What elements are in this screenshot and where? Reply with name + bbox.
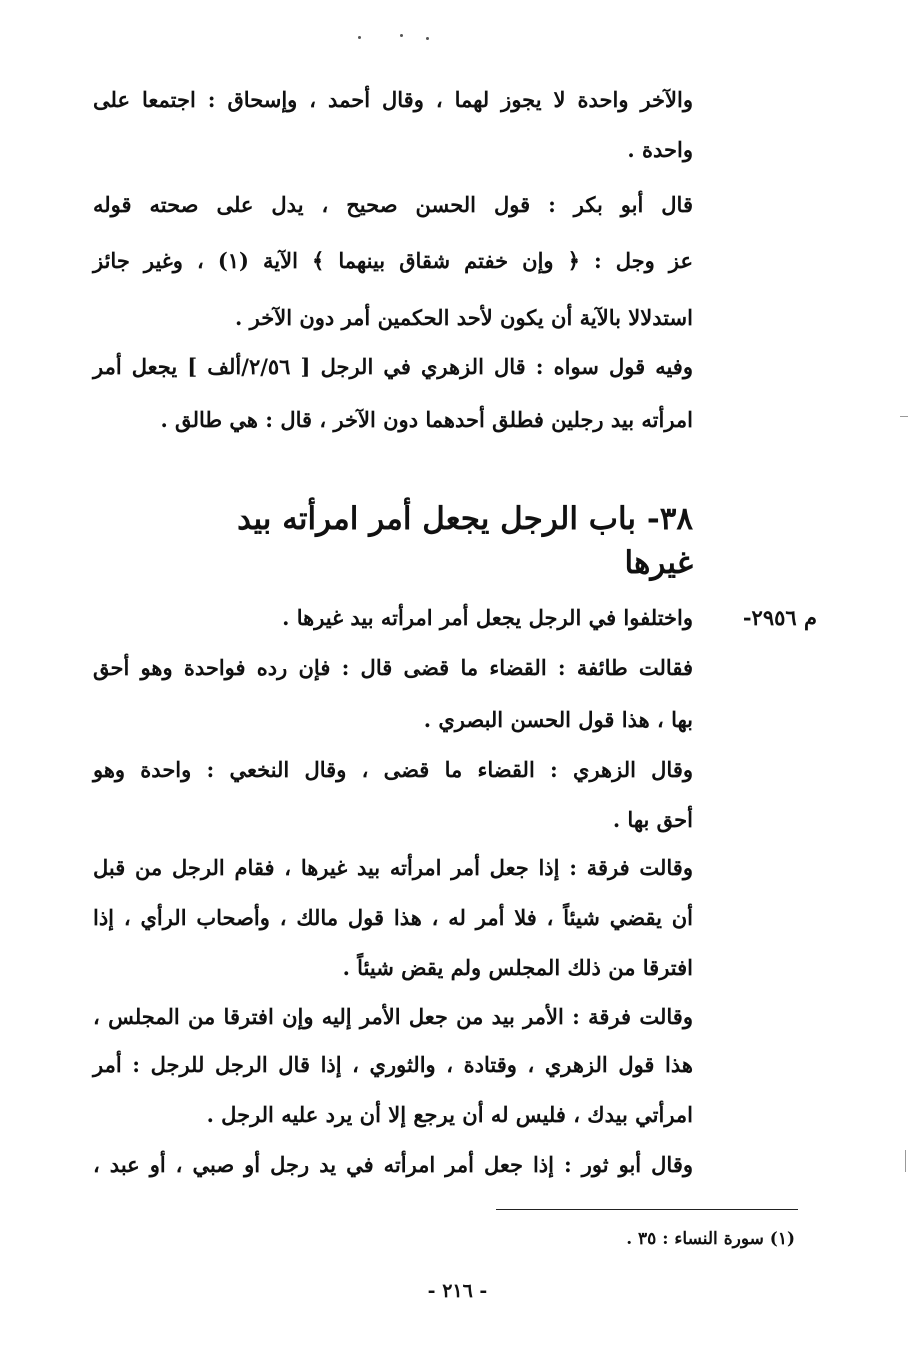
page-number: - ٢١٦ - [427, 1280, 488, 1302]
text-line: عز وجل : ﴿ وإن خفتم شقاق بينهما ﴾ الآية (١) ، وغير جائز [93, 248, 693, 273]
text-line: وفيه قول سواه : قال الزهري في الرجل [ ٢/٥٦/ألف ] يجعل أمر [93, 354, 693, 379]
text-line: بها ، هذا قول الحسن البصري . [423, 707, 693, 732]
footnote: (١) سورة النساء : ٣٥ . [626, 1229, 795, 1249]
text-line: والآخر واحدة لا يجوز لهما ، وقال أحمد ، وإسحاق : اجتمعا على [93, 87, 693, 112]
footnote-rule [496, 1209, 798, 1210]
text-line: أن يقضي شيئاً ، فلا أمر له ، هذا قول مالك ، وأصحاب الرأي ، إذا [93, 905, 693, 930]
scan-edge-mark [900, 416, 908, 417]
text-line: قال أبو بكر : قول الحسن صحيح ، يدل على صحته قوله [93, 192, 693, 217]
scan-edge-mark [905, 1150, 906, 1172]
text-line: افترقا من ذلك المجلس ولم يقض شيئاً . [342, 955, 693, 980]
scan-speck [358, 36, 361, 39]
text-line: استدلالا بالآية أن يكون لأحد الحكمين أمر دون الآخر . [235, 305, 693, 330]
text-line: وقالت فرقة : الأمر بيد من جعل الأمر إليه وإن افترقا من المجلس ، [93, 1004, 693, 1029]
text-line: هذا قول الزهري ، وقتادة ، والثوري ، إذا قال الرجل للرجل : أمر [93, 1052, 693, 1077]
text-line: امرأته بيد رجلين فطلق أحدهما دون الآخر ، قال : هي طالق . [160, 407, 693, 432]
text-line: واحدة . [627, 137, 693, 162]
text-line: فقالت طائفة : القضاء ما قضى قال : فإن رده فواحدة وهو أحق [93, 655, 693, 680]
text-line: أحق بها . [612, 807, 693, 832]
issue-number: م ٢٩٥٦- [742, 605, 817, 630]
text-line: واختلفوا في الرجل يجعل أمر امرأته بيد غيرها . [282, 605, 693, 630]
chapter-heading: ٣٨- باب الرجل يجعل أمر امرأته بيد غيرها [237, 501, 693, 581]
text-line: وقال أبو ثور : إذا جعل أمر امرأته في يد رجل أو صبي ، أو عبد ، [93, 1152, 693, 1177]
text-line: وقال الزهري : القضاء ما قضى ، وقال النخعي : واحدة وهو [93, 757, 693, 782]
scan-speck [400, 34, 403, 37]
scan-speck [426, 37, 429, 40]
text-line: امرأتي بيدك ، فليس له أن يرجع إلا أن يرد عليه الرجل . [206, 1102, 693, 1127]
text-line: وقالت فرقة : إذا جعل أمر امرأته بيد غيرها ، فقام الرجل من قبل [93, 855, 693, 880]
